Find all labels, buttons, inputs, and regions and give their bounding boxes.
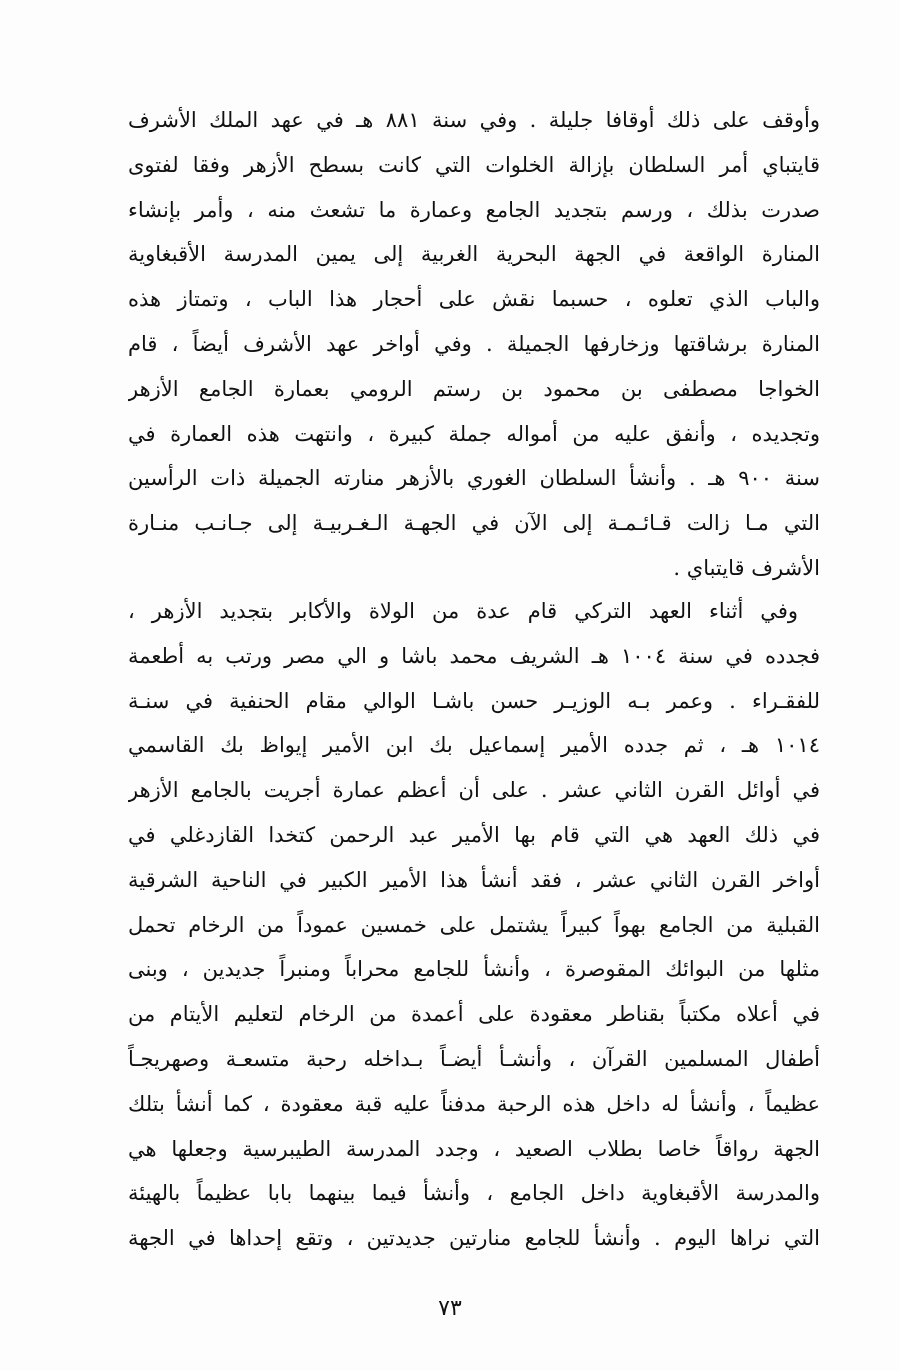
text-line: للفقـراء . وعمر بـه الوزيـر حسن باشـا الوالي مقام الحنفية في سنـة <box>128 688 820 713</box>
text-line: وفي أثناء العهد التركي قام عدة من الولاة والأكابر بتجديد الأزهر ، <box>128 599 798 623</box>
text-line: ١٠١٤ هـ ، ثم جدده الأمير إسماعيل بك ابن الأمير إيواظ بك القاسمي <box>128 733 820 758</box>
text-line: القبلية من الجامع بهواً كبيراً يشتمل على خمسين عموداً من الرخام تحمل <box>128 912 820 937</box>
text-line: التي مـا زالت قـائـمـة إلى الآن في الجهـة الـغـربيـة إلى جـانـب منـارة <box>128 511 820 536</box>
text-line: المنارة برشاقتها وزخارفها الجميلة . وفي أواخر عهد الأشرف أيضاً ، قام <box>128 331 820 356</box>
text-line: مثلها من البوائك المقوصرة ، وأنشأ للجامع محراباً ومنبراً جديدين ، وبنى <box>128 957 820 982</box>
paragraph-1 <box>128 98 820 591</box>
text-line: أواخر القرن الثاني عشر ، فقد أنشأ هذا الأمير الكبير في الناحية الشرقية <box>128 867 820 892</box>
text-line: في أوائل القرن الثاني عشر . على أن أعظم عمارة أجريت بالجامع الأزهر <box>128 778 820 803</box>
text-line: الجهة رواقاً خاصا بطلاب الصعيد ، وجدد المدرسة الطيبرسية وجعلها هي <box>128 1136 820 1161</box>
text-line: وأوقف على ذلك أوقافا جليلة . وفي سنة ٨٨١ هـ في عهد الملك الأشرف <box>128 108 820 132</box>
text-line: والمدرسة الأقبغاوية داخل الجامع ، وأنشأ فيما بينهما بابا عظيماً بالهيئة <box>128 1181 820 1206</box>
text-line: التي نراها اليوم . وأنشأ للجامع منارتين جديدتين ، وتقع إحداها في الجهة <box>128 1226 820 1251</box>
text-line: الأشرف قايتباي . <box>673 555 820 580</box>
text-line: عظيماً ، وأنشأ له داخل هذه الرحبة مدفناً عليه قبة معقودة ، كما أنشأ بتلك <box>128 1091 820 1116</box>
text-line: أطفال المسلمين القرآن ، وأنشـأ أيضـاً بـداخله رحبة متسعـة وصهريجـاً <box>128 1046 820 1071</box>
text-line: المنارة الواقعة في الجهة البحرية الغربية إلى يمين المدرسة الأقبغاوية <box>128 242 820 267</box>
text-line: الخواجا مصطفى بن محمود بن رستم الرومي بعمارة الجامع الأزهر <box>128 376 820 401</box>
paragraph-2 <box>128 589 820 1261</box>
text-line: والباب الذي تعلوه ، حسبما نقش على أحجار هذا الباب ، وتمتاز هذه <box>128 287 820 312</box>
text-line: في ذلك العهد هي التي قام بها الأمير عبد الرحمن كتخدا القازدغلي في <box>128 822 820 847</box>
text-line: في أعلاه مكتباً بقناطر معقودة على أعمدة من الرخام لتعليم الأيتام من <box>128 1002 820 1027</box>
text-line: قايتباي أمر السلطان بإزالة الخلوات التي كانت بسطح الأزهر وفقا لفتوى <box>128 152 820 177</box>
text-line: صدرت بذلك ، ورسم بتجديد الجامع وعمارة ما تشعث منه ، وأمر بإنشاء <box>128 197 820 222</box>
text-line: وتجديده ، وأنفق عليه من أمواله جملة كبيرة ، وانتهت هذه العمارة في <box>128 421 820 446</box>
page-number: ٧٣ <box>438 1296 462 1321</box>
text-line: فجدده في سنة ١٠٠٤ هـ الشريف محمد باشا و الي مصر ورتب به أطعمة <box>128 643 820 668</box>
text-line: سنة ٩٠٠ هـ . وأنشأ السلطان الغوري بالأزهر منارته الجميلة ذات الرأسين <box>128 466 820 491</box>
